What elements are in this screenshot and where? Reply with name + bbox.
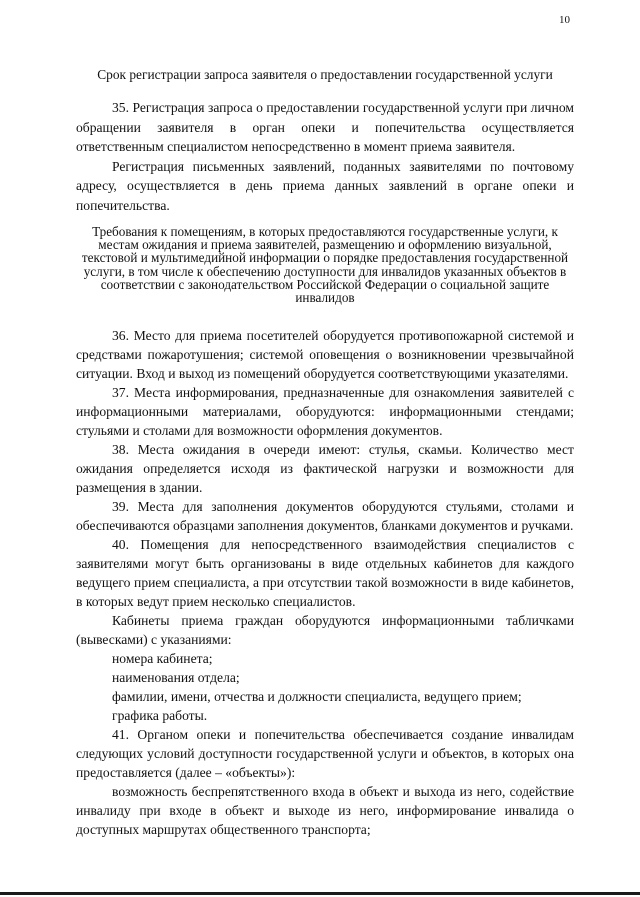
paragraph-40: 40. Помещения для непосредственного взаимодействия специалистов с заявителями могут быть организованы в виде отдельных кабинетов для каждого ведущего прием специалиста, а при отсутствии такой возможности в виде кабинетов, в которых ведут прием несколько специалистов. [76,537,574,610]
list-item: наименования отдела; [112,670,240,686]
section-heading-requirements: Требования к помещениям, в которых предоставляются государственные услуги, к местам ожидания и приема заявителей, размещению и оформлению визуальной, текстовой и мультимедийной информации о порядке предоставления государственной услуги, в том числе к обеспечению доступности для инвалидов указанных объектов в соответствии с законодательством Российской Федерации о социальной защите инвалидов [81,224,569,306]
paragraph-35-continued: Регистрация письменных заявлений, поданных заявителями по почтовому адресу, осуществляется в день приема данных заявлений в органе опеки и попечительства. [76,158,574,213]
paragraph-41: 41. Органом опеки и попечительства обеспечивается создание инвалидам следующих условий доступности государственной услуги и объектов, в которых она предоставляется (далее – «объекты»): [76,727,574,781]
section-heading-registration: Срок регистрации запроса заявителя о предоставлении государственной услуги [97,67,553,82]
list-item: фамилии, имени, отчества и должности специалиста, ведущего прием; [112,689,522,705]
paragraph-38: 38. Места ожидания в очереди имеют: стулья, скамьи. Количество мест ожидания определяется исходя из фактической нагрузки и возможности для размещения в здании. [76,442,574,496]
paragraph-39: 39. Места для заполнения документов оборудуются стульями, столами и обеспечиваются образцами заполнения документов, бланками документов и ручками. [76,499,574,534]
document-body [76,68,574,839]
paragraph-40-continued: Кабинеты приема граждан оборудуются информационными табличками (вывесками) с указаниями: [76,613,574,648]
paragraph-41-continued: возможность беспрепятственного входа в объект и выхода из него, содействие инвалиду при входе в объект и выходе из него, информирование инвалида о доступных маршрутах общественного транспорта; [76,784,574,838]
paragraph-37: 37. Места информирования, предназначенные для ознакомления заявителей с информационными материалами, оборудуются: информационными стендами; стульями и столами для возможности оформления документов. [76,385,574,439]
list-item: номера кабинета; [112,651,213,667]
list-item: графика работы. [112,708,208,724]
paragraph-35: 35. Регистрация запроса о предоставлении государственной услуги при личном обращении заявителя в орган опеки и попечительства осуществляется ответственным специалистом непосредственно в момент приема заявителя. [76,100,574,154]
page-number: 10 [559,14,570,26]
paragraph-36: 36. Место для приема посетителей оборудуется противопожарной системой и средствами пожаротушения; системой оповещения о возникновении чрезвычайной ситуации. Вход и выход из помещений оборудуется соответствующими указателями. [76,328,574,382]
page-bottom-edge [0,892,640,895]
